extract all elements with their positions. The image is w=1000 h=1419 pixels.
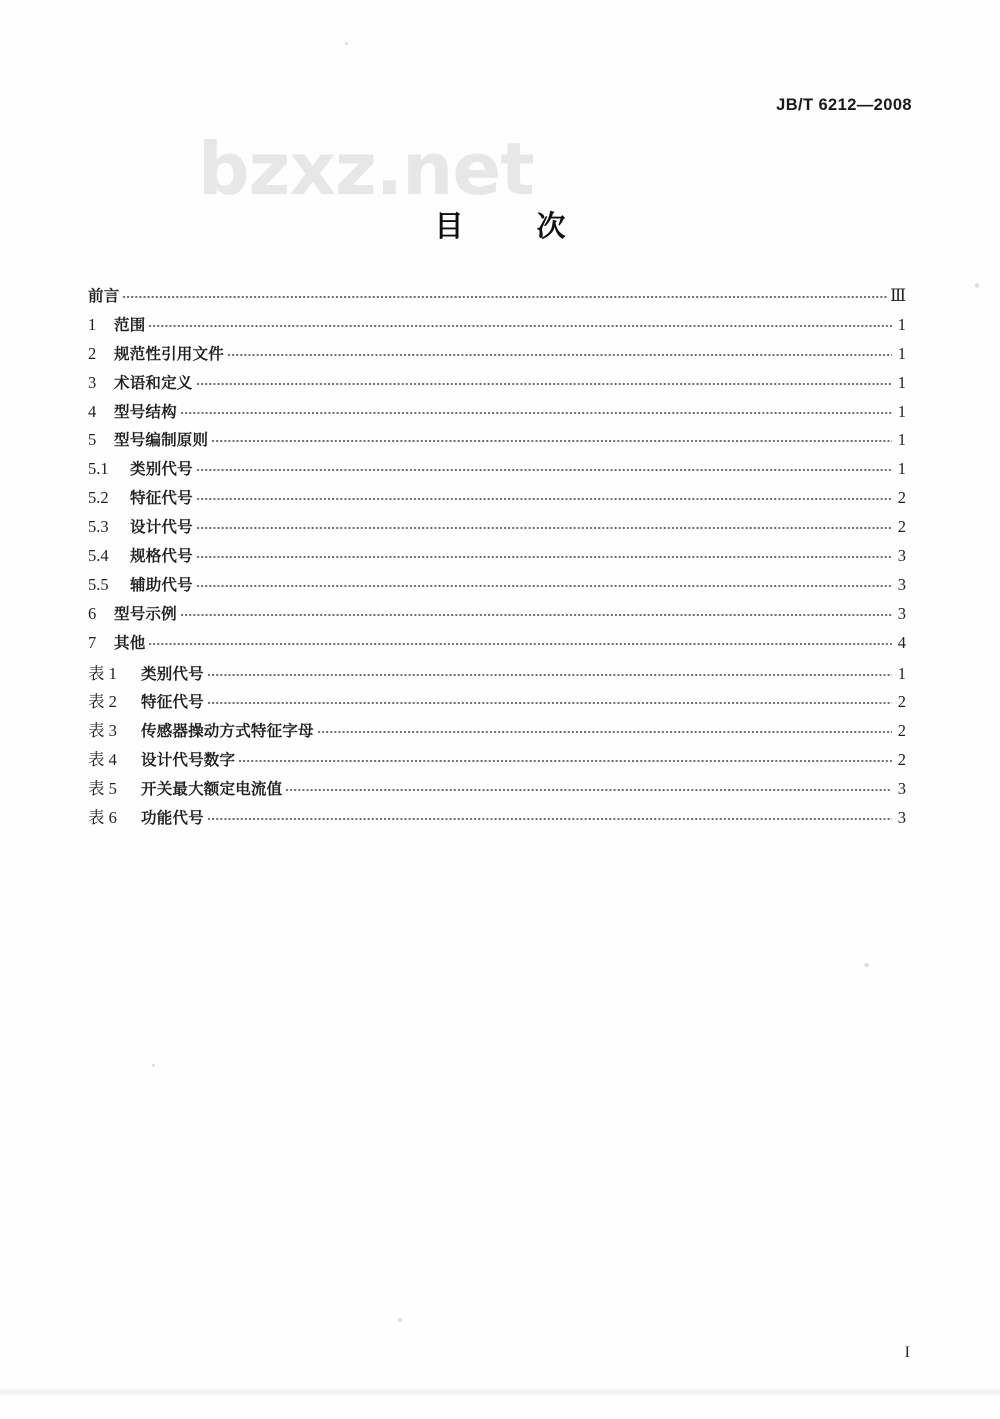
toc-entry-label: 特征代号 xyxy=(141,693,204,712)
toc-entry-page: 4 xyxy=(897,632,906,652)
toc-entry-label: 类别代号 xyxy=(141,664,204,683)
toc-entry[interactable] xyxy=(88,428,906,457)
footer-page-number: I xyxy=(904,1344,910,1361)
toc-dot-leader xyxy=(181,400,892,417)
toc-entry-number: 表 3 xyxy=(88,721,117,741)
toc-entry-label: 传感器操动方式特征字母 xyxy=(141,722,314,741)
toc-dot-leader xyxy=(197,516,892,533)
toc-entry-number: 5.5 xyxy=(88,574,109,594)
scan-edge-artifact xyxy=(0,1387,1000,1397)
toc-entry-number: 6 xyxy=(88,603,97,623)
toc-entry[interactable] xyxy=(88,804,906,833)
toc-entry-label: 类别代号 xyxy=(130,460,193,479)
scan-speck xyxy=(864,963,869,967)
toc-entry[interactable] xyxy=(88,688,906,717)
toc-dot-leader xyxy=(149,631,892,648)
toc-dot-leader xyxy=(149,313,892,330)
toc-dot-leader xyxy=(208,807,892,824)
toc-entry-page: 2 xyxy=(897,750,906,770)
toc-entry-page: 2 xyxy=(897,488,906,508)
toc-entry-label: 其他 xyxy=(114,633,146,652)
scan-speck xyxy=(398,1318,402,1322)
toc-dot-leader xyxy=(197,545,892,562)
toc-dot-leader xyxy=(228,342,892,359)
toc-entry-page: 1 xyxy=(897,314,906,334)
table-of-contents xyxy=(88,284,906,833)
toc-entry-number: 7 xyxy=(88,632,97,652)
toc-entry-label: 特征代号 xyxy=(130,489,193,508)
toc-entry-number: 表 6 xyxy=(88,808,117,828)
toc-entry[interactable] xyxy=(88,660,906,689)
toc-dot-leader xyxy=(197,573,892,590)
toc-dot-leader xyxy=(181,602,892,619)
toc-entry-label: 型号编制原则 xyxy=(114,431,209,450)
toc-entry-page: Ⅲ xyxy=(890,286,906,305)
toc-entry-page: 1 xyxy=(897,430,906,450)
toc-entry-number: 5.2 xyxy=(88,488,109,508)
toc-dot-leader xyxy=(212,429,892,446)
toc-entry-number: 1 xyxy=(88,314,97,334)
toc-entry-page: 1 xyxy=(897,663,906,683)
toc-entry-page: 3 xyxy=(897,546,906,566)
toc-entry-page: 1 xyxy=(897,459,906,479)
toc-entry[interactable] xyxy=(88,400,906,429)
toc-dot-leader xyxy=(197,487,892,504)
toc-entry[interactable] xyxy=(88,775,906,804)
toc-entry[interactable] xyxy=(88,544,906,573)
toc-entry-number: 5.3 xyxy=(88,517,109,537)
toc-entry-number: 5.1 xyxy=(88,459,109,479)
toc-entry-label: 术语和定义 xyxy=(114,373,193,392)
toc-entry-number: 表 4 xyxy=(88,750,117,770)
scan-speck xyxy=(152,1064,155,1067)
scan-speck xyxy=(345,42,348,45)
toc-entry-page: 3 xyxy=(897,603,906,623)
toc-entry-label: 开关最大额定电流值 xyxy=(141,780,283,799)
toc-entry-page: 1 xyxy=(897,372,906,392)
toc-entry[interactable] xyxy=(88,284,906,313)
scan-speck xyxy=(975,283,979,288)
toc-entry-page: 1 xyxy=(897,401,906,421)
toc-dot-leader xyxy=(197,371,892,388)
toc-entry[interactable] xyxy=(88,371,906,400)
watermark-bzxz: bzxz.net xyxy=(198,127,534,211)
toc-entry-number: 表 2 xyxy=(88,692,117,712)
toc-entry-label: 前言 xyxy=(88,287,120,305)
toc-entry-number: 3 xyxy=(88,372,97,392)
toc-entry-label: 规格代号 xyxy=(130,547,193,566)
toc-entry-number: 4 xyxy=(88,401,97,421)
standard-number-header: JB/T 6212—2008 xyxy=(776,96,912,114)
toc-entry[interactable] xyxy=(88,746,906,775)
toc-entry[interactable] xyxy=(88,457,906,486)
toc-entry-page: 2 xyxy=(897,692,906,712)
toc-entry-label: 设计代号 xyxy=(130,518,193,537)
toc-dot-leader xyxy=(123,285,888,302)
toc-entry[interactable] xyxy=(88,486,906,515)
toc-entry-number: 表 1 xyxy=(88,663,117,683)
toc-dot-leader xyxy=(208,691,892,708)
toc-entry[interactable] xyxy=(88,717,906,746)
toc-entry[interactable] xyxy=(88,342,906,371)
toc-dot-leader xyxy=(208,662,892,679)
toc-dot-leader xyxy=(286,778,892,795)
toc-entry-label: 功能代号 xyxy=(141,809,204,828)
toc-entry[interactable] xyxy=(88,313,906,342)
toc-entry-number: 5.4 xyxy=(88,546,109,566)
toc-entry[interactable] xyxy=(88,515,906,544)
toc-entry[interactable] xyxy=(88,602,906,631)
page-title: 目 次 xyxy=(434,209,588,243)
toc-dot-leader xyxy=(197,458,892,475)
toc-entry-label: 型号结构 xyxy=(114,402,177,421)
toc-dot-leader xyxy=(239,749,892,766)
toc-entry-number: 5 xyxy=(88,430,97,450)
toc-entry-label: 范围 xyxy=(114,315,146,334)
toc-entry-number: 表 5 xyxy=(88,779,117,799)
toc-entry-page: 3 xyxy=(897,779,906,799)
toc-entry-label: 规范性引用文件 xyxy=(114,344,224,363)
toc-entry[interactable] xyxy=(88,573,906,602)
toc-entry-label: 型号示例 xyxy=(114,604,177,623)
toc-entry-page: 2 xyxy=(897,517,906,537)
toc-entry-number: 2 xyxy=(88,343,97,363)
toc-entry-page: 3 xyxy=(897,574,906,594)
toc-entry-page: 3 xyxy=(897,808,906,828)
toc-entry-label: 辅助代号 xyxy=(130,575,193,594)
toc-entry-label: 设计代号数字 xyxy=(141,751,236,770)
toc-dot-leader xyxy=(318,720,892,737)
toc-entry-page: 1 xyxy=(897,343,906,363)
toc-entry-page: 2 xyxy=(897,721,906,741)
toc-entry[interactable] xyxy=(88,631,906,660)
